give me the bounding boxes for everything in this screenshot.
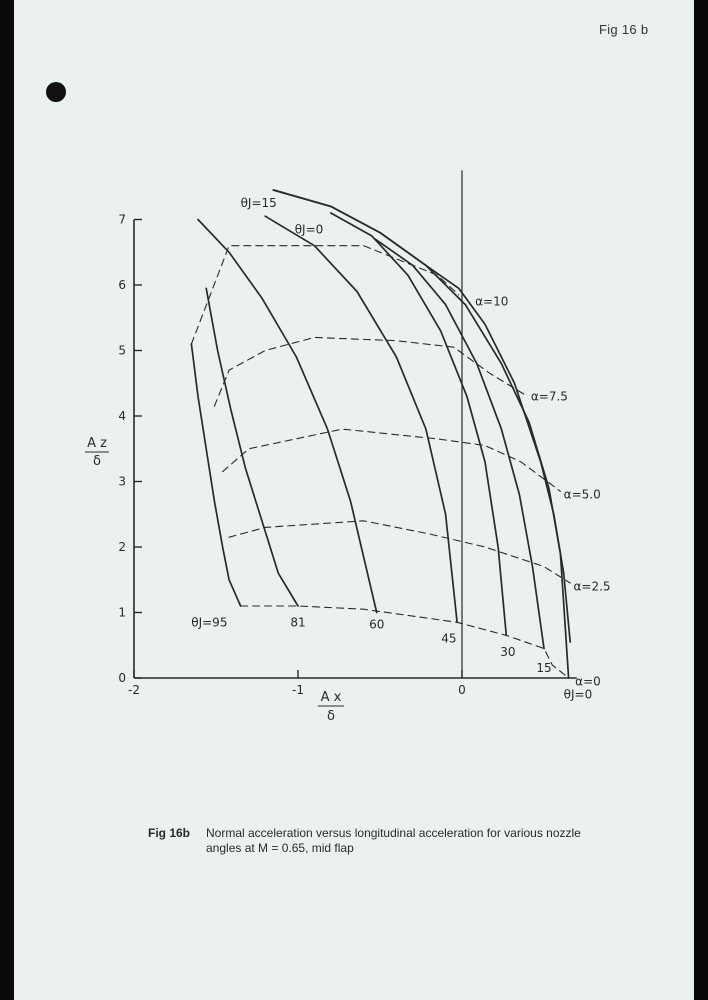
nozzle-angle-curve — [198, 220, 377, 613]
nozzle-angle-curve — [273, 190, 568, 678]
curve-label: 30 — [500, 644, 516, 659]
curve-label: α=7.5 — [530, 389, 568, 404]
curve-label: α=5.0 — [563, 487, 601, 502]
y-label-bottom: δ — [93, 454, 101, 469]
curve-label: θJ=0 — [563, 687, 593, 702]
x-tick-label: 0 — [458, 683, 466, 697]
curve-label: θJ=95 — [191, 615, 228, 630]
caption-id: Fig 16b — [148, 826, 191, 840]
curve-label: 45 — [441, 631, 457, 646]
x-tick-label: -2 — [128, 683, 140, 697]
x-label-bottom: δ — [327, 709, 335, 724]
nozzle-angle-curve — [191, 344, 240, 606]
curve-label: 81 — [290, 615, 306, 630]
axes — [118, 170, 576, 697]
y-tick-label: 2 — [118, 540, 126, 554]
y-tick-label: 3 — [118, 474, 126, 489]
curve-label: α=10 — [475, 294, 509, 309]
curve-label: 15 — [536, 661, 552, 676]
y-tick-label: 6 — [118, 278, 126, 292]
curve-label: α=0 — [575, 674, 601, 689]
annotation-layer — [191, 196, 610, 701]
figure-label: Fig 16 b — [599, 22, 649, 37]
x-label-top: A x — [320, 690, 342, 705]
series-layer — [191, 190, 570, 678]
nozzle-angle-curve — [331, 213, 507, 635]
nozzle-angle-curve — [265, 216, 457, 622]
y-label-top: A z — [87, 436, 107, 451]
curve-label: θJ=0 — [294, 222, 324, 237]
curve-label: α=2.5 — [573, 579, 611, 594]
y-tick-label: 1 — [118, 605, 126, 620]
nozzle-angle-curve — [273, 190, 570, 642]
nozzle-angle-curve — [375, 239, 544, 648]
y-tick-label: 4 — [118, 409, 126, 423]
alpha-curve — [229, 521, 570, 583]
y-tick-label: 0 — [118, 671, 126, 685]
curve-label: θJ=15 — [240, 196, 277, 211]
y-tick-label: 7 — [118, 212, 126, 227]
x-tick-label: -1 — [292, 683, 304, 697]
curve-label: 60 — [369, 617, 385, 632]
y-tick-label: 5 — [118, 343, 126, 358]
caption-text: Normal acceleration versus longitudinal acceleration for various nozzle angles at M = 0.65, mid flap — [206, 826, 581, 855]
